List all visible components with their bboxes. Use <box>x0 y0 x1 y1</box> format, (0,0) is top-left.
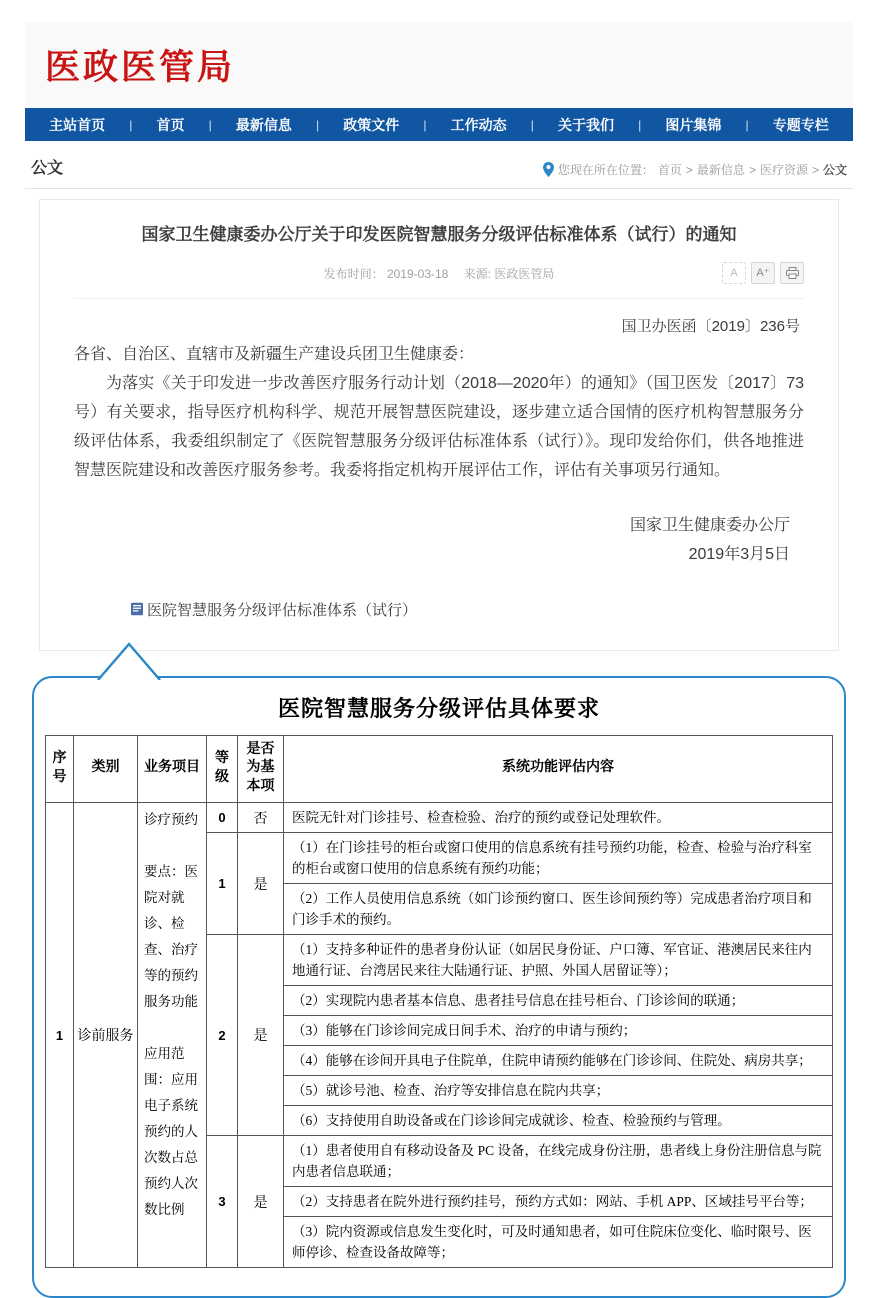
breadcrumb-separator: > <box>686 163 693 177</box>
cell-content: （5）就诊号池、检查、治疗等安排信息在院内共享； <box>284 1076 833 1106</box>
cell-level-2: 2 <box>207 935 238 1136</box>
cell-basic-2: 是 <box>238 935 284 1136</box>
document-icon <box>130 602 144 616</box>
site-container <box>25 22 853 1298</box>
nav-separator: | <box>746 118 749 132</box>
nav-item-latest-news[interactable]: 最新信息 <box>236 115 292 135</box>
cell-content: （1）患者使用自有移动设备及 PC 设备，在线完成身份注册，患者线上身份注册信息与院内患者信息联通； <box>284 1136 833 1187</box>
business-item-scope: 应用范围：应用电子系统预约的人次数占总预约人次数比例 <box>144 1041 200 1223</box>
article-meta-row <box>74 262 804 286</box>
cell-content: 医院无针对门诊挂号、检查检验、治疗的预约或登记处理软件。 <box>284 803 833 833</box>
business-item-name: 诊疗预约 <box>144 807 200 833</box>
cell-content: （2）支持患者在院外进行预约挂号，预约方式如：网站、手机 APP、区域挂号平台等； <box>284 1187 833 1217</box>
breadcrumb-label: 您现在所在位置： <box>558 161 654 178</box>
publish-date: 发布时间： 2019-03-18 <box>324 267 449 281</box>
cell-content: （2）工作人员使用信息系统（如门诊预约窗口、医生诊间预约等）完成患者治疗项目和门诊手术的预约。 <box>284 884 833 935</box>
callout-pointer <box>96 641 162 680</box>
font-increase-button[interactable]: A⁺ <box>751 262 775 284</box>
cell-content: （2）实现院内患者基本信息、患者挂号信息在挂号柜台、门诊诊间的联通； <box>284 986 833 1016</box>
article-divider <box>74 298 804 299</box>
article-title: 国家卫生健康委办公厅关于印发医院智慧服务分级评估标准体系（试行）的通知 <box>74 222 804 248</box>
header-content: 系统功能评估内容 <box>284 735 833 803</box>
nav-separator: | <box>638 118 641 132</box>
font-decrease-button[interactable]: A <box>722 262 746 284</box>
business-item-keypoints: 要点：医院对就诊、检查、治疗等的预约服务功能 <box>144 859 200 1015</box>
nav-separator: | <box>209 118 212 132</box>
table-row <box>46 803 833 833</box>
header-level: 等级 <box>207 735 238 803</box>
breadcrumb-separator: > <box>749 163 756 177</box>
nav-separator: | <box>316 118 319 132</box>
attachment-link[interactable] <box>130 599 804 620</box>
nav-item-home[interactable]: 首页 <box>157 115 185 135</box>
cell-level-0: 0 <box>207 803 238 833</box>
main-nav <box>25 108 853 141</box>
breadcrumb-home[interactable]: 首页 <box>658 161 682 178</box>
cell-business-item <box>138 803 207 1268</box>
breadcrumb-current: 公文 <box>823 161 847 178</box>
article-body <box>74 340 804 485</box>
nav-separator: | <box>423 118 426 132</box>
table-header-row <box>46 735 833 803</box>
evaluation-table <box>45 735 833 1269</box>
header-category: 类别 <box>74 735 138 803</box>
cell-content: （6）支持使用自助设备或在门诊诊间完成就诊、检查、检验预约与管理。 <box>284 1106 833 1136</box>
nav-item-work-updates[interactable]: 工作动态 <box>451 115 507 135</box>
signature-block <box>74 511 804 569</box>
article-toolbar <box>722 262 804 284</box>
salutation: 各省、自治区、直辖市及新疆生产建设兵团卫生健康委： <box>74 340 804 369</box>
nav-item-policy-docs[interactable]: 政策文件 <box>343 115 399 135</box>
nav-item-home-main[interactable]: 主站首页 <box>49 115 105 135</box>
cell-basic-1: 是 <box>238 833 284 935</box>
nav-separator: | <box>531 118 534 132</box>
header-seq: 序号 <box>46 735 74 803</box>
sign-date: 2019年3月5日 <box>74 540 790 569</box>
cell-content: （1）在门诊挂号的柜台或窗口使用的信息系统有挂号预约功能，检查、检验与治疗科室的柜台或窗口使用的信息系统有预约功能； <box>284 833 833 884</box>
article-meta <box>74 262 804 286</box>
site-header <box>25 22 853 108</box>
breadcrumb-row <box>25 141 853 189</box>
location-pin-icon <box>543 162 554 177</box>
article-paragraph: 为落实《关于印发进一步改善医疗服务行动计划（2018—2020年）的通知》（国卫医发〔2017〕73号）有关要求，指导医疗机构科学、规范开展智慧医院建设，逐步建立适合国情的医疗机构智慧服务分级评估体系，我委组织制定了《医院智慧服务分级评估标准体系（试行）》。现印发给你们，供各地推进智慧医院建设和改善医疗服务参考。我委将指定机构开展评估工作，评估有关事项另行通知。 <box>74 369 804 485</box>
cell-content: （3）能够在门诊诊间完成日间手术、治疗的申请与预约； <box>284 1016 833 1046</box>
breadcrumb <box>543 161 847 178</box>
nav-separator: | <box>129 118 132 132</box>
article-source: 来源: 医政医管局 <box>464 267 555 281</box>
document-number: 国卫办医函〔2019〕236号 <box>74 315 804 336</box>
table-title: 医院智慧服务分级评估具体要求 <box>34 692 844 723</box>
breadcrumb-separator: > <box>812 163 819 177</box>
cell-category: 诊前服务 <box>74 803 138 1268</box>
article-card <box>39 199 839 651</box>
cell-basic-3: 是 <box>238 1136 284 1268</box>
cell-content: （4）能够在诊间开具电子住院单，住院申请预约能够在门诊诊间、住院处、病房共享； <box>284 1046 833 1076</box>
nav-item-photo-gallery[interactable]: 图片集锦 <box>665 115 721 135</box>
cell-basic-0: 否 <box>238 803 284 833</box>
breadcrumb-latest-news[interactable]: 最新信息 <box>697 161 745 178</box>
signer: 国家卫生健康委办公厅 <box>74 511 790 540</box>
cell-content: （1）支持多种证件的患者身份认证（如居民身份证、户口簿、军官证、港澳居民来往内地通行证、台湾居民来往大陆通行证、护照、外国人居留证等）； <box>284 935 833 986</box>
cell-level-3: 3 <box>207 1136 238 1268</box>
breadcrumb-medical-resources[interactable]: 医疗资源 <box>760 161 808 178</box>
attachment-preview-callout <box>32 676 846 1298</box>
header-is-basic: 是否为基本项 <box>238 735 284 803</box>
attachment-title: 医院智慧服务分级评估标准体系（试行） <box>147 599 417 620</box>
printer-icon <box>786 267 799 279</box>
cell-seq: 1 <box>46 803 74 1268</box>
header-business-item: 业务项目 <box>138 735 207 803</box>
cell-content: （3）院内资源或信息发生变化时，可及时通知患者，如可住院床位变化、临时限号、医师停诊、检查设备故障等； <box>284 1217 833 1268</box>
nav-item-about-us[interactable]: 关于我们 <box>558 115 614 135</box>
nav-item-special-topics[interactable]: 专题专栏 <box>773 115 829 135</box>
print-button[interactable] <box>780 262 804 284</box>
site-logo: 医政医管局 <box>45 40 235 90</box>
cell-level-1: 1 <box>207 833 238 935</box>
section-title: 公文 <box>31 155 63 178</box>
